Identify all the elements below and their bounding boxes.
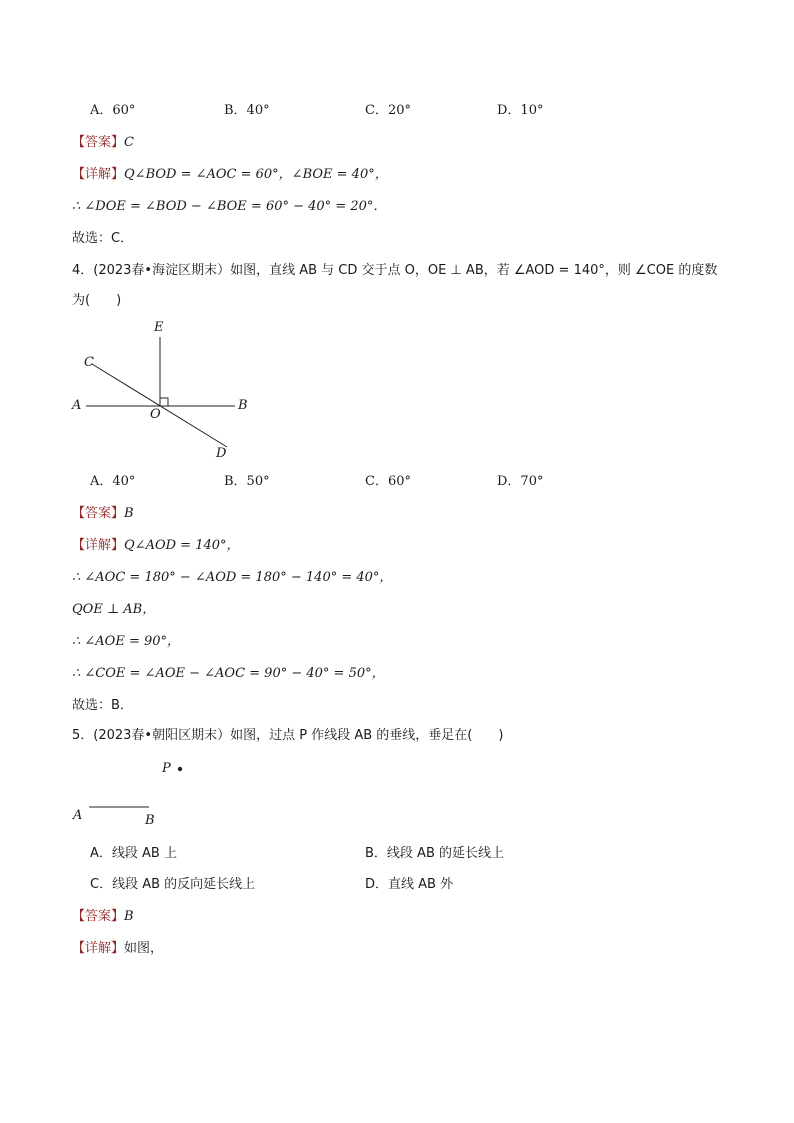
q4-option-d: D．70°	[497, 474, 544, 489]
q5-detail: 如图，	[124, 941, 164, 956]
q4-option-c: C．60°	[365, 474, 411, 489]
q4-detail-line-2: ∴ ∠AOC = 180° − ∠AOD = 180° − 140° = 40°，	[72, 570, 393, 585]
q4-label-d: D	[216, 446, 227, 461]
detail-tag: 【详解】	[72, 941, 125, 956]
detail-tag: 【详解】	[72, 538, 125, 553]
detail-tag: 【详解】	[72, 167, 125, 182]
q3-option-d: D．10°	[497, 103, 544, 118]
q5-stem: 5．(2023春•朝阳区期末）如图，过点 P 作线段 AB 的垂线，垂足在( )	[72, 728, 504, 743]
point-p	[178, 767, 182, 771]
q3-answer: C	[124, 135, 134, 150]
q5-option-c: C．线段 AB 的反向延长线上	[90, 877, 256, 892]
q3-option-c: C．20°	[365, 103, 411, 118]
q4-choice: 故选：B．	[72, 698, 133, 713]
q5-option-d: D．直线 AB 外	[365, 877, 454, 892]
q3-detail-1: Q∠BOD = ∠AOC = 60°，∠BOE = 40°，	[124, 167, 388, 182]
q3-option-a: A．60°	[90, 103, 136, 118]
q4-option-b: B．50°	[224, 474, 270, 489]
answer-tag: 【答案】	[72, 506, 125, 521]
q4-stem-line-1: 4．(2023春•海淀区期末）如图，直线 AB 与 CD 交于点 O，OE ⊥ AB，若 ∠AOD = 140°，则 ∠COE 的度数	[72, 263, 718, 278]
q5-option-b: B．线段 AB 的延长线上	[365, 846, 504, 861]
q3-option-b: B．40°	[224, 103, 270, 118]
q4-option-a: A．40°	[90, 474, 136, 489]
q4-label-o: O	[150, 407, 161, 422]
q4-stem-line-2: 为( )	[72, 293, 122, 308]
q3-detail-line-2: ∴ ∠DOE = ∠BOD − ∠BOE = 60° − 40° = 20°．	[72, 199, 387, 214]
q4-label-a: A	[72, 398, 82, 413]
q4-detail-line-5: ∴ ∠COE = ∠AOE − ∠AOC = 90° − 40° = 50°，	[72, 666, 385, 681]
q5-label-p: P	[162, 761, 171, 776]
answer-tag: 【答案】	[72, 135, 125, 150]
q4-answer: B	[124, 506, 134, 521]
answer-tag: 【答案】	[72, 909, 125, 924]
q5-detail-line	[72, 940, 163, 958]
q4-detail-1: Q∠AOD = 140°，	[124, 538, 240, 553]
q4-label-b: B	[238, 398, 248, 413]
q3-choice: 故选：C．	[72, 231, 134, 246]
q4-label-e: E	[154, 320, 164, 335]
q5-answer: B	[124, 909, 134, 924]
q4-label-c: C	[84, 355, 94, 370]
q5-option-a: A．线段 AB 上	[90, 846, 177, 861]
q4-detail-line-3: QOE ⊥ AB，	[72, 602, 156, 617]
q5-answer-line	[72, 908, 134, 926]
q5-label-b: B	[145, 813, 155, 828]
q4-detail-line-4: ∴ ∠AOE = 90°，	[72, 634, 181, 649]
q5-label-a: A	[73, 808, 83, 823]
